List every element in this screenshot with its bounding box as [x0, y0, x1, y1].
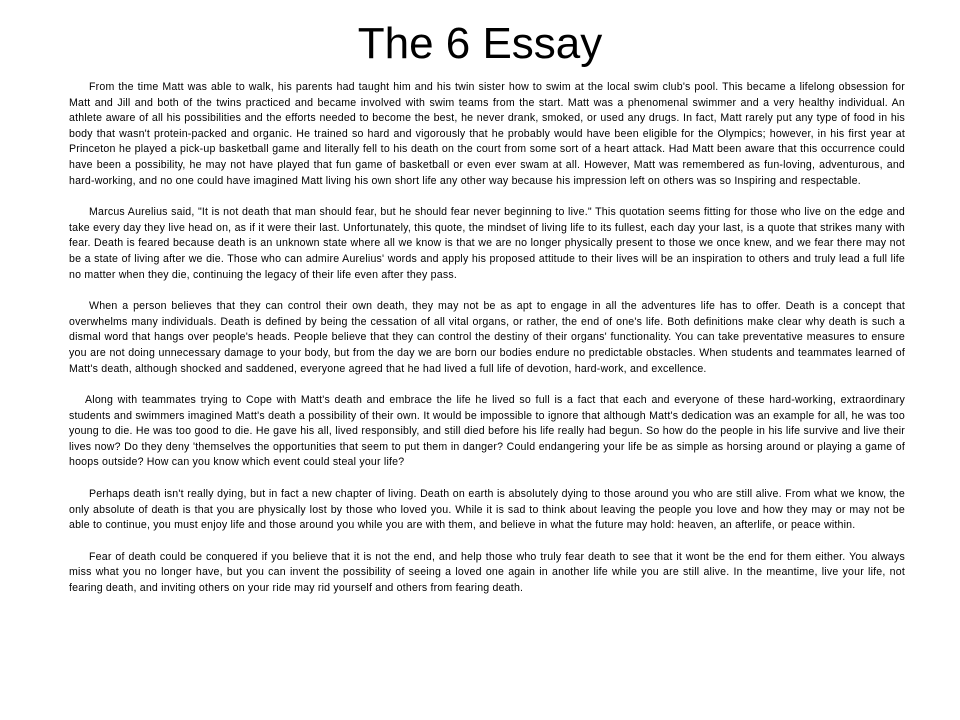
essay-paragraph-6: Fear of death could be conquered if you believe that it is not the end, and help those who truly fear death to see that it wont be the end for them either. You always miss what you no longer have, but you can invent the possibility of seeing a loved one again in another life while you are still alive. In the meantime, live your life, not fearing death, and inviting others on your ride may rid yourself and others from fearing death. — [69, 550, 905, 595]
essay-body — [69, 80, 905, 613]
essay-paragraph-5: Perhaps death isn't really dying, but in fact a new chapter of living. Death on earth is absolutely dying to those around you who are still alive. From what we know, the only absolute of death is that you are physically lost by those who loved you. While it is sad to think about leaving the people you love and how they may or may not be able to continue, you must enjoy life and those around you while you are with them, and believe in what the future may hold: heaven, an afterlife, or peace within. — [69, 488, 905, 532]
essay-paragraph-1: From the time Matt was able to walk, his parents had taught him and his twin sister how to swim at the local swim club's pool. This became a lifelong obsession for Matt and Jill and both of the twins practiced and became involved with swim teams from the start. Matt was a phenomenal swimmer and a very healthy individual. An athlete aware of all his possibilities and the efforts needed to become the best, he never drank, smoked, or used any drugs. In fact, Matt rarely put any type of food in his body that wasn't protein-packed and organic. He trained so hard and vigorously that he probably would have been eligible for the Olympics; however, in his first year at Princeton he played a pick-up basketball game and literally fell to his death on the court from some sort of a heart attack. Had Matt been aware that this occurrence could have been a possibility, he may not have played that fun game of basketball or even ever swam at all. However, Matt was remembered as fun-loving, adventurous, and hard-working, and no one could have imagined Matt living his own short life any other way because his impression left on others was so Inspiring and respectable. — [69, 81, 905, 187]
essay-paragraph-3: When a person believes that they can control their own death, they may not be as apt to engage in all the adventures life has to offer. Death is a concept that overwhelms many individuals. Death is defined by being the cessation of all vital organs, or rather, the end of one's life. Both definitions make clear why death is such a dismal word that hangs over people's heads. People believe that they can control the destiny of their organs' functionality. You can take preventative measures to ensure you are not doing unnecessary damage to your body, but from the day we are born our bodies endure no predictable obstacles. When students and teammates learned of Matt's death, although shocked and saddened, everyone agreed that he had lived a full life of devotion, hard-work, and excellence. — [69, 300, 905, 375]
essay-paragraph-4: Along with teammates trying to Cope with Matt's death and embrace the life he lived so full is a fact that each and everyone of these hard-working, extraordinary students and swimmers imagined Matt's death a possibility of their own. It would be impossible to ignore that although Matt's dedication was an example for all, he was too young to die. He was too good to die. He gave his all, lived responsibly, and still died before his life really had begun. So how do the people in his life survive and live their lives now? Do they deny 'themselves the opportunities that seem to put them in danger? Could endangering your life be as simple as horsing around or playing a game of hoops outside? How can you know which event could steal your life? — [69, 394, 905, 469]
essay-paragraph-2: Marcus Aurelius said, "It is not death that man should fear, but he should fear never beginning to live." This quotation seems fitting for those who live on the edge and take every day they live head on, as if it were their last. Unfortunately, this quote, the mindset of living life to its fullest, each day your last, is a quote that strikes many with fear. Death is feared because death is an unknown state where all we know is that we are no longer physically present to those we once knew, and we fear there may not be a state of living after we die. Those who can admire Aurelius' words and apply his proposed attitude to their lives will be an inspiration to others and truly lead a full life no matter when they die, continuing the legacy of their life even after they pass. — [69, 206, 905, 281]
page-title: The 6 Essay — [357, 19, 603, 68]
